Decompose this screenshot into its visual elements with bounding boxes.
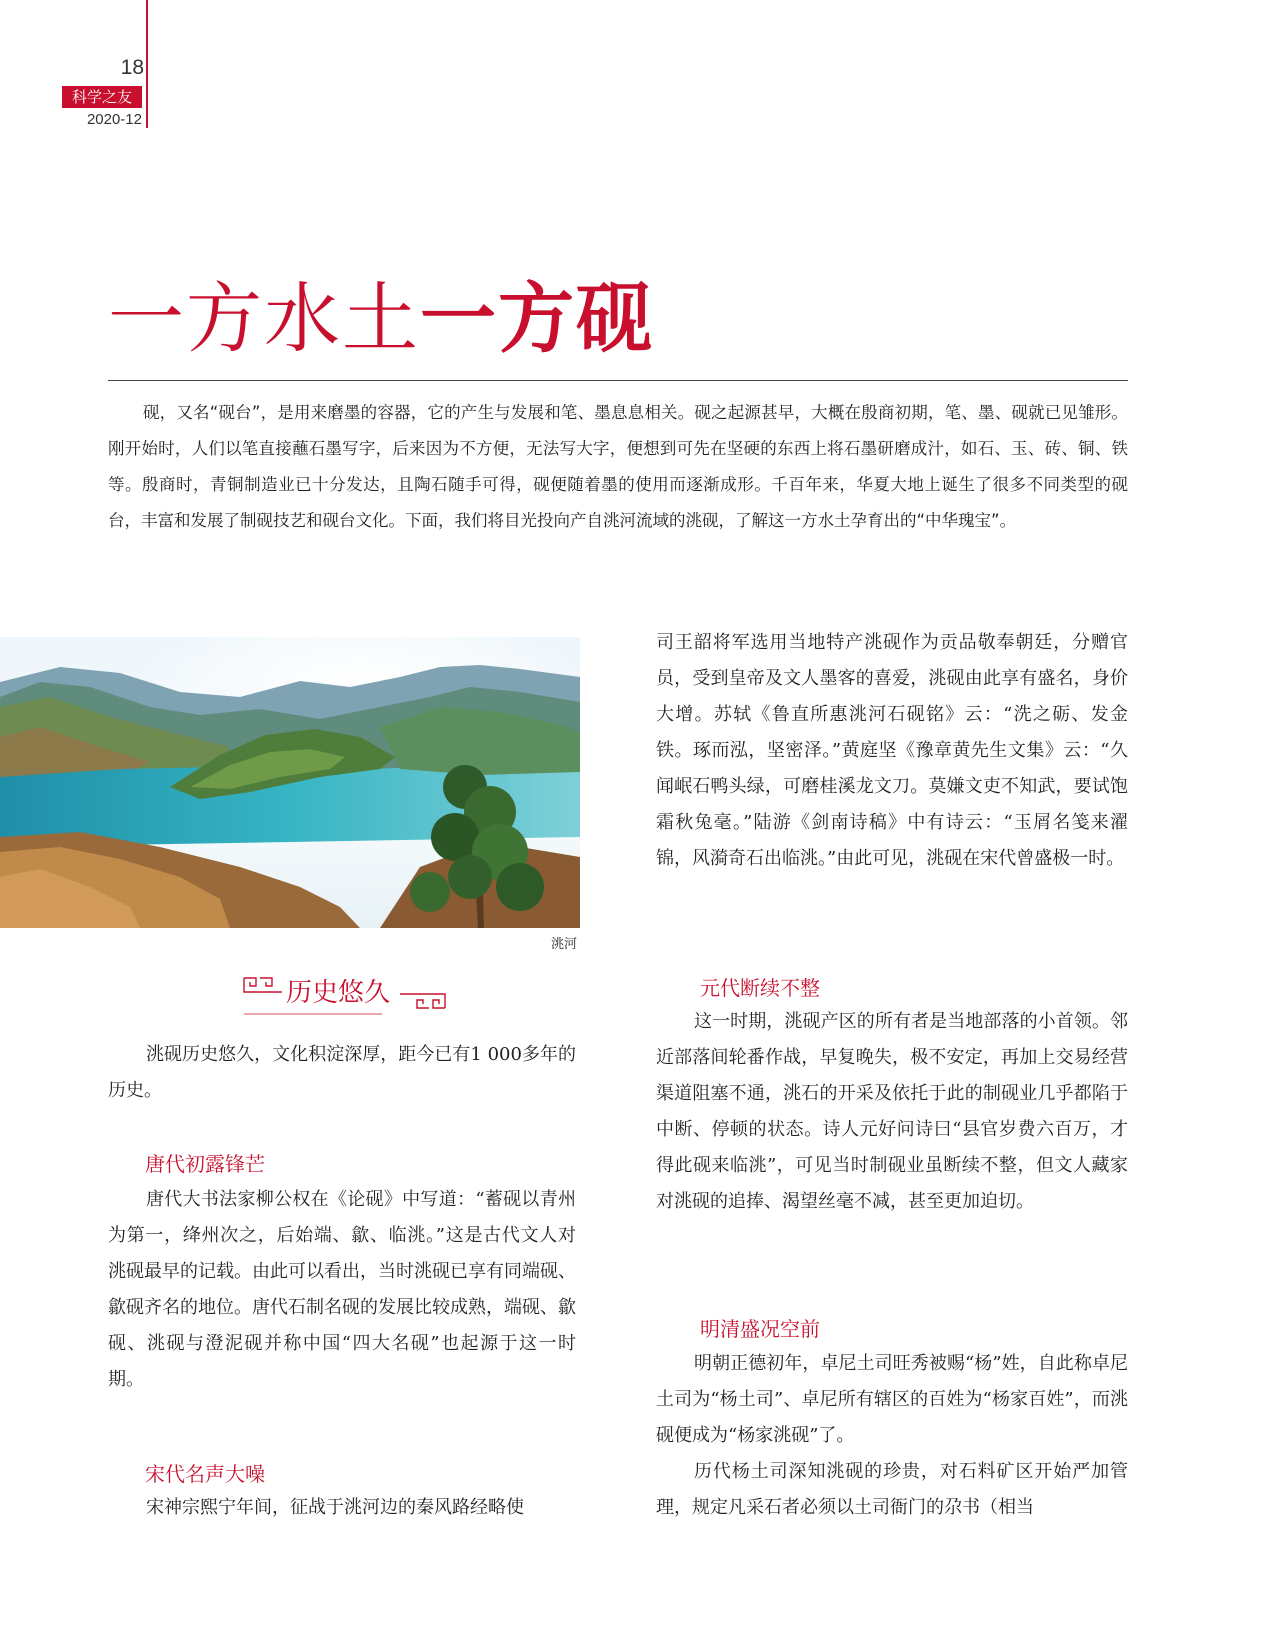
yuan-paragraph: 这一时期，洮砚产区的所有者是当地部落的小首领。邻近部落间轮番作战，早复晚失，极不安定，再加上交易经营渠道阻塞不通，洮石的开采及依托于此的制砚业几乎都陷于中断、停顿的状态。诗人元好问诗曰“县官岁费六百万，才得此砚来临洮”，可见当时制砚业虽断续不整，但文人藏家对洮砚的追捧、渴望丝毫不减，甚至更加迫切。	[656, 1011, 1128, 1212]
ming-block	[656, 1346, 1128, 1526]
photo-caption: 洮河	[551, 937, 578, 952]
page-number: 18	[120, 56, 144, 79]
yuan-heading: 元代断续不整	[700, 976, 820, 1000]
history-intro-paragraph: 洮砚历史悠久，文化积淀深厚，距今已有1 000多年的历史。	[108, 1044, 576, 1101]
tang-heading: 唐代初露锋芒	[145, 1152, 265, 1176]
ming-paragraph-2: 历代杨土司深知洮砚的珍贵，对石料矿区开始严加管理，规定凡采石者必须以土司衙门的尕书（相当	[656, 1461, 1128, 1518]
history-intro-block	[108, 1037, 576, 1109]
song-paragraph-start: 宋神宗熙宁年间，征战于洮河边的秦风路经略使	[146, 1497, 524, 1518]
tang-paragraph: 唐代大书法家柳公权在《论砚》中写道：“蓄砚以青州为第一，绛州次之，后始端、歙、临洮。”这是古代文人对洮砚最早的记载。由此可以看出，当时洮砚已享有同端砚、歙砚齐名的地位。唐代石制名砚的发展比较成熟，端砚、歙砚、洮砚与澄泥砚并称中国“四大名砚”也起源于这一时期。	[108, 1189, 576, 1390]
intro-paragraph: 砚，又名“砚台”，是用来磨墨的容器，它的产生与发展和笔、墨息息相关。砚之起源甚早，大概在殷商初期，笔、墨、砚就已见雏形。刚开始时，人们以笔直接蘸石墨写字，后来因为不方便，无法写大字，便想到可先在坚硬的东西上将石墨研磨成汁，如石、玉、砖、铜、铁等。殷商时，青铜制造业已十分发达，且陶石随手可得，砚便随着墨的使用而逐渐成形。千百年来，华夏大地上诞生了很多不同类型的砚台，丰富和发展了制砚技艺和砚台文化。下面，我们将目光投向产自洮河流域的洮砚，了解这一方水土孕育出的“中华瑰宝”。	[108, 403, 1128, 530]
title-rule	[108, 380, 1128, 381]
title-light: 一方水土	[108, 274, 420, 363]
issue-date: 2020-12	[86, 111, 142, 128]
song-paragraph-continued: 司王韶将军选用当地特产洮砚作为贡品敬奉朝廷，分赠官员，受到皇帝及文人墨客的喜爱，洮砚由此享有盛名，身价大增。苏轼《鲁直所惠洮河石砚铭》云：“洗之砺、发金铁。琢而泓，坚密泽。”黄庭坚《豫章黄先生文集》云：“久闻岷石鸭头绿，可磨桂溪龙文刀。莫嫌文吏不知武，要试饱霜秋兔毫。”陆游《剑南诗稿》中有诗云：“玉屑名笺来濯锦，风漪奇石出临洮。”由此可见，洮砚在宋代曾盛极一时。	[656, 632, 1128, 869]
article-title	[108, 258, 654, 367]
song-heading: 宋代名声大噪	[145, 1462, 265, 1486]
tang-block	[108, 1182, 576, 1398]
song-block-continued	[656, 625, 1128, 877]
header-vertical-rule	[146, 0, 148, 128]
ming-paragraph-1: 明朝正德初年，卓尼土司旺秀被赐“杨”姓，自此称卓尼土司为“杨土司”、卓尼所有辖区的百姓为“杨家百姓”，而洮砚便成为“杨家洮砚”了。	[656, 1353, 1128, 1446]
yuan-block	[656, 1004, 1128, 1220]
magazine-name-badge: 科学之友	[62, 86, 142, 108]
tao-river-photo	[0, 637, 580, 928]
section-heading-text: 历史悠久	[286, 978, 391, 1008]
title-bold: 一方砚	[420, 274, 654, 363]
ming-heading: 明清盛况空前	[700, 1317, 820, 1341]
song-block-start	[108, 1490, 576, 1526]
section-heading-history	[242, 970, 447, 1016]
